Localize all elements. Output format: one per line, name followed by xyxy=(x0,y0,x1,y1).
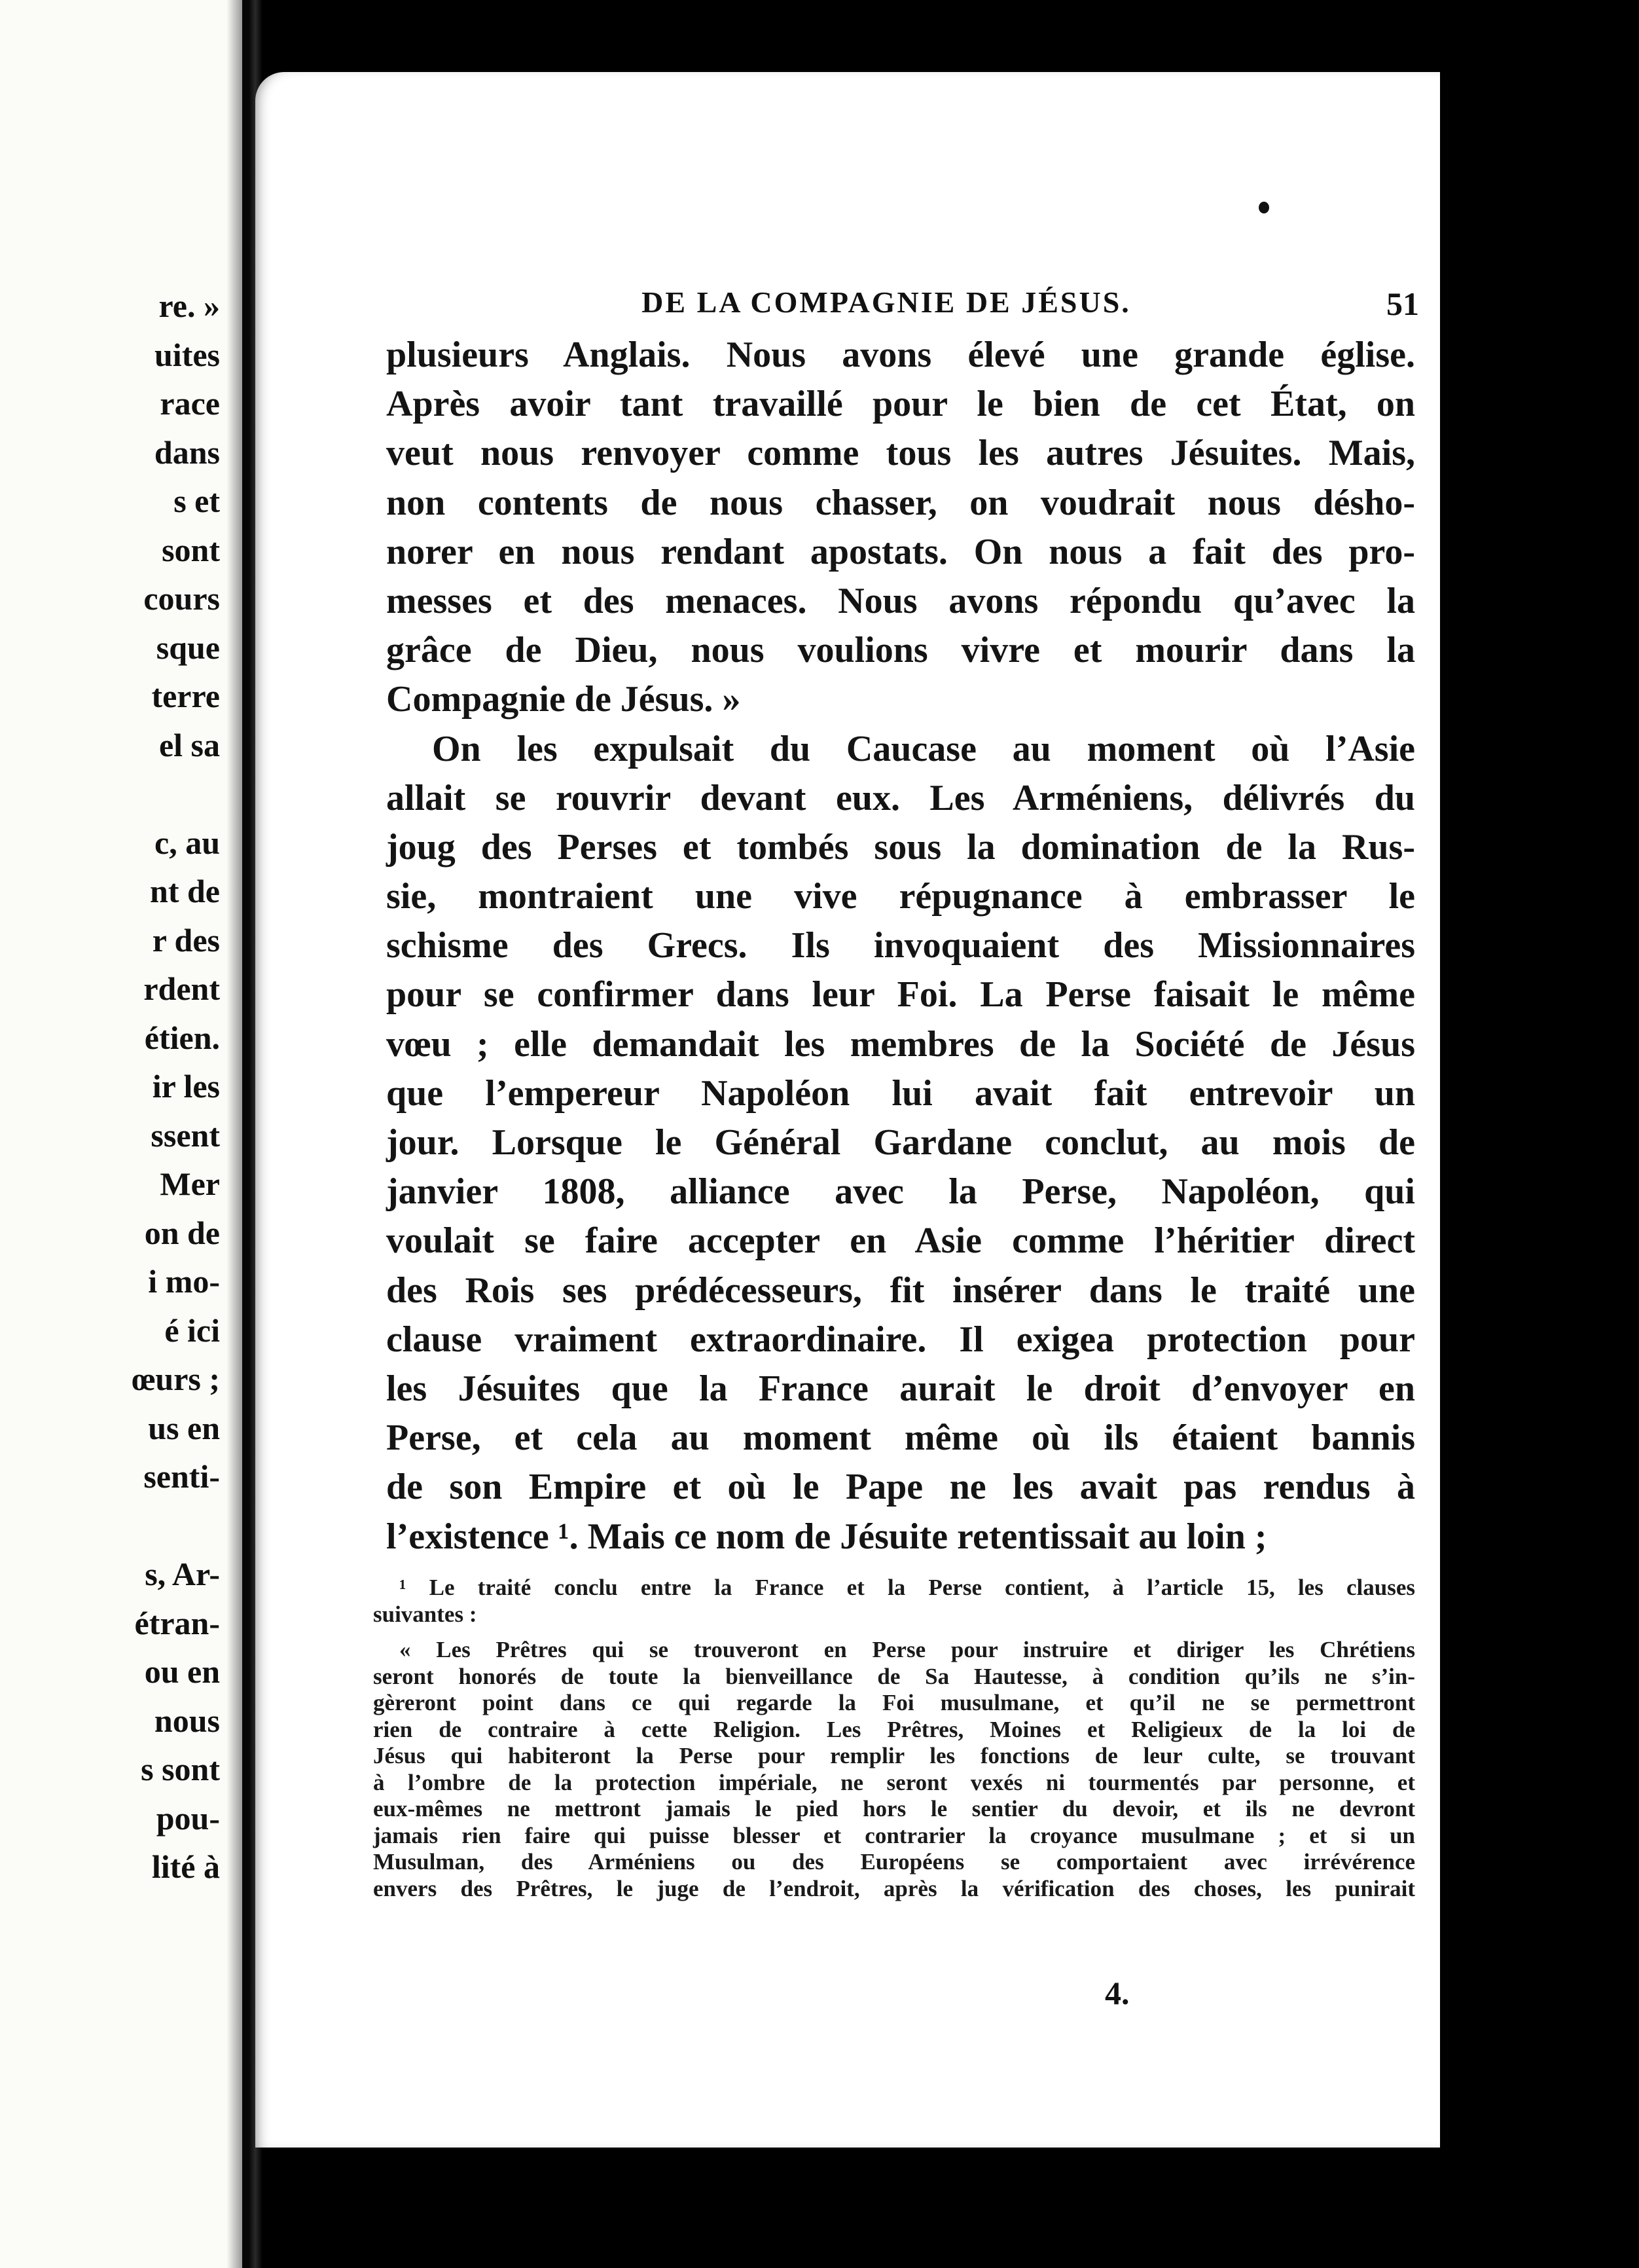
running-head xyxy=(353,285,1419,324)
left-page-line: œurs ; xyxy=(132,1361,220,1397)
left-page-line: cours xyxy=(143,580,220,617)
left-page-line: é ici xyxy=(164,1311,220,1349)
left-page-edge-shadow xyxy=(226,0,242,2268)
text-line: des Rois ses prédécesseurs, fit insérer dans le traité une xyxy=(386,1270,1415,1311)
left-page-line xyxy=(132,769,220,818)
left-page-text xyxy=(132,282,220,1892)
footnote-line: « Les Prêtres qui se trouveront en Perse pour instruire et diriger les Chrétiens xyxy=(399,1637,1415,1662)
left-page-line: pou- xyxy=(156,1799,220,1837)
left-page-line: ssent xyxy=(151,1116,220,1154)
left-page-line: s et xyxy=(173,483,220,519)
left-page-line: sque xyxy=(156,629,220,666)
text-line: On les expulsait du Caucase au moment où l’Asie xyxy=(432,728,1415,769)
footnote-line: seront honorés de toute la bienveillance de Sa Hautesse, à condition qu’ils ne s’in- xyxy=(373,1663,1415,1689)
text-line: vœu ; elle demandait les membres de la Société de Jésus xyxy=(386,1023,1415,1065)
footnote-line: ¹ Le traité conclu entre la France et la Perse contient, à l’article 15, les clauses xyxy=(399,1575,1415,1600)
text-line: clause vraiment extraordinaire. Il exigea protection pour xyxy=(386,1319,1415,1360)
footnote-line: Jésus qui habiteront la Perse pour remplir les fonctions de leur culte, se trouvant xyxy=(373,1743,1415,1768)
text-line: allait se rouvrir devant eux. Les Arméniens, délivrés du xyxy=(386,777,1415,818)
text-line: sie, montraient une vive répugnance à embrasser le xyxy=(386,876,1415,917)
text-line: les Jésuites que la France aurait le droit d’envoyer en xyxy=(386,1368,1415,1409)
left-page-line: terre xyxy=(151,678,220,714)
left-page-line: uites xyxy=(154,336,220,373)
left-page xyxy=(0,0,249,2268)
footnote-line: jamais rien faire qui puisse blesser et contrarier la croyance musulmane ; et si un xyxy=(373,1822,1415,1848)
footnote-line: à l’ombre de la protection impériale, ne seront vexés ni tourmentés par personne, et xyxy=(373,1769,1415,1795)
footnote-line: suivantes : xyxy=(373,1601,477,1627)
text-line: que l’empereur Napoléon lui avait fait entrevoir un xyxy=(386,1072,1415,1114)
left-page-line: nous xyxy=(154,1702,220,1739)
left-page-line: on de xyxy=(144,1214,220,1251)
left-page-line: us en xyxy=(148,1409,220,1446)
left-page-line: race xyxy=(160,385,220,422)
text-line: schisme des Grecs. Ils invoquaient des Missionnaires xyxy=(386,925,1415,966)
running-title: DE LA COMPAGNIE DE JÉSUS. xyxy=(641,285,1131,319)
text-line: Perse, et cela au moment même où ils étaient bannis xyxy=(386,1418,1415,1459)
text-line: Après avoir tant travaillé pour le bien de cet État, on xyxy=(386,384,1415,425)
right-page xyxy=(255,72,1440,2148)
text-line: voulait se faire accepter en Asie comme l’héritier direct xyxy=(386,1220,1415,1262)
footnote-line: gèreront point dans ce qui regarde la Foi musulmane, et qu’il ne se permettront xyxy=(373,1690,1415,1715)
left-page-line: rdent xyxy=(143,970,220,1007)
footnote-line: Musulman, des Arméniens ou des Européens se comportaient avec irrévérence xyxy=(373,1849,1415,1875)
text-line: grâce de Dieu, nous voulions vivre et mourir dans la xyxy=(386,630,1415,671)
left-page-line: i mo- xyxy=(148,1263,220,1300)
page-number: 51 xyxy=(1386,285,1419,322)
text-line: messes et des menaces. Nous avons répondu qu’avec la xyxy=(386,580,1415,621)
text-line: norer en nous rendant apostats. On nous a fait des pro- xyxy=(386,531,1415,572)
left-page-line: sont xyxy=(162,531,220,568)
left-page-line: s sont xyxy=(141,1751,220,1787)
text-line: plusieurs Anglais. Nous avons élevé une grande église. xyxy=(386,335,1415,375)
footnote-line: envers des Prêtres, le juge de l’endroit, après la vérification des choses, les punirait xyxy=(373,1875,1415,1901)
left-page-line: étien. xyxy=(144,1019,220,1056)
left-page-line: senti- xyxy=(143,1458,220,1495)
left-page-line: ir les xyxy=(152,1068,220,1105)
footnote-line: rien de contraire à cette Religion. Les Prêtres, Moines et Religieux de la loi de xyxy=(373,1716,1415,1742)
footnote xyxy=(373,1575,1415,1902)
left-page-line xyxy=(132,1501,220,1550)
left-page-line: s, Ar- xyxy=(145,1556,220,1592)
left-page-line: dans xyxy=(154,433,220,471)
left-page-line: re. » xyxy=(158,287,220,324)
text-line: de son Empire et où le Pape ne les avait pas rendus à xyxy=(386,1467,1415,1508)
left-page-line: r des xyxy=(152,921,220,959)
left-page-line: el sa xyxy=(158,726,220,763)
left-page-line: nt de xyxy=(150,873,220,909)
main-text xyxy=(386,331,1415,1562)
left-page-line: étran- xyxy=(134,1604,220,1641)
text-line: non contents de nous chasser, on voudrait nous désho- xyxy=(386,482,1415,523)
left-page-line: lité à xyxy=(151,1848,220,1885)
footnote-line: eux-mêmes ne mettront jamais le pied hors le sentier du devoir, et ils ne devront xyxy=(373,1796,1415,1821)
text-line: Compagnie de Jésus. » xyxy=(386,679,741,720)
text-line: veut nous renvoyer comme tous les autres Jésuites. Mais, xyxy=(386,433,1415,474)
text-line: jour. Lorsque le Général Gardane conclut, au mois de xyxy=(386,1122,1415,1163)
left-page-line: ou en xyxy=(144,1653,220,1690)
ink-spot xyxy=(1259,202,1269,213)
text-line: pour se confirmer dans leur Foi. La Perse faisait le même xyxy=(386,974,1415,1015)
signature-mark: 4. xyxy=(1105,1975,1130,2011)
left-page-line: c, au xyxy=(154,824,220,861)
text-line: janvier 1808, alliance avec la Perse, Napoléon, qui xyxy=(386,1171,1415,1213)
text-line: l’existence ¹. Mais ce nom de Jésuite retentissait au loin ; xyxy=(386,1516,1267,1557)
left-page-line: Mer xyxy=(160,1165,220,1202)
text-line: joug des Perses et tombés sous la domination de la Rus- xyxy=(386,826,1415,868)
